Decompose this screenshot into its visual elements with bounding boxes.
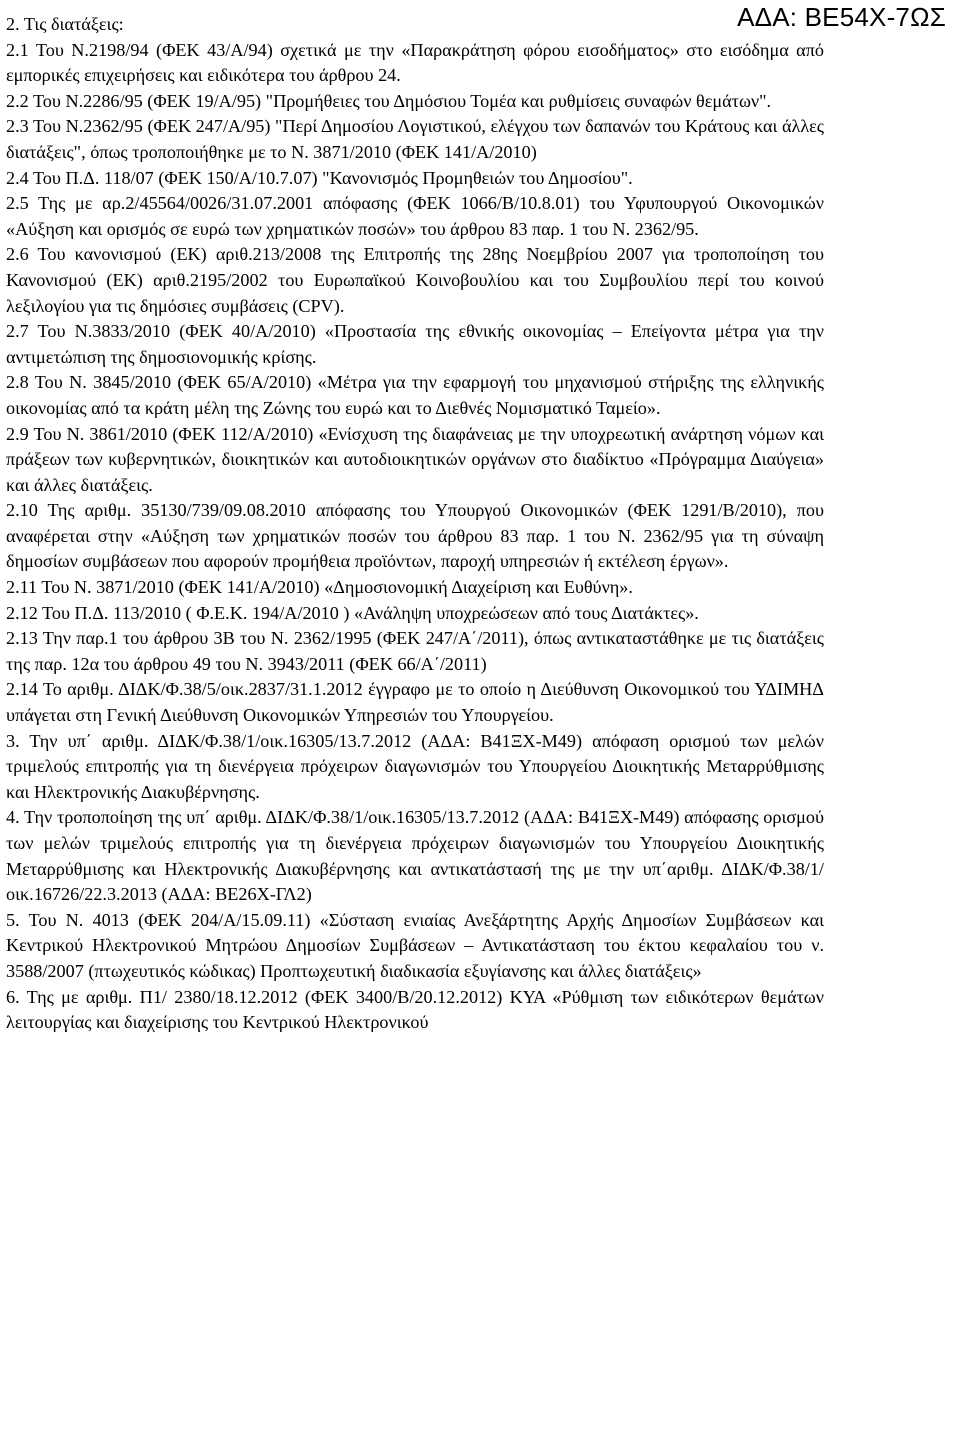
ada-code: ΑΔΑ: ΒΕ54Χ-7ΩΣ bbox=[737, 2, 946, 32]
paragraph-2-9: 2.9 Του Ν. 3861/2010 (ΦΕΚ 112/Α/2010) «Ενίσχυση της διαφάνειας με την υποχρεωτική ανάρτηση νόμων και πράξεων των κυβερνητικών, διοικητικών και αυτοδιοικητικών οργάνων στο διαδίκτυο «Πρόγραμμα Διαύγεια» και άλλες διατάξεις. bbox=[6, 423, 824, 495]
document-body bbox=[6, 12, 824, 1036]
paragraph-2-8: 2.8 Του Ν. 3845/2010 (ΦΕΚ 65/Α/2010) «Μέτρα για την εφαρμογή του μηχανισμού στήριξης της ελληνικής οικονομίας από τα κράτη μέλη της Ζώνης του ευρώ και το Διεθνές Νομισματικό Ταμείο». bbox=[6, 372, 824, 418]
paragraph-2-4: 2.4 Του Π.Δ. 118/07 (ΦΕΚ 150/Α/10.7.07) "Κανονισμός Προμηθειών του Δημοσίου". bbox=[6, 167, 633, 188]
paragraph-2-2: 2.2 Του Ν.2286/95 (ΦΕΚ 19/Α/95) "Προμήθειες του Δημόσιου Τομέα και ρυθμίσεις συναφών θεμάτων". bbox=[6, 90, 772, 111]
paragraph-2-5: 2.5 Της με αρ.2/45564/0026/31.07.2001 απόφασης (ΦΕΚ 1066/Β/10.8.01) του Υφυπουργού Οικονομικών «Αύξηση και ορισμός σε ευρώ των χρηματικών ποσών» του άρθρου 83 παρ. 1 του Ν. 2362/95. bbox=[6, 193, 824, 239]
paragraph-2-6: 2.6 Του κανονισμού (ΕΚ) αριθ.213/2008 της Επιτροπής της 28ης Νοεμβρίου 2007 για τροποποίηση του Κανονισμού (ΕΚ) αριθ.2195/2002 του Ευρωπαϊκού Κοινοβουλίου και του Συμβουλίου περί του κοινού λεξιλογίου για τις δημόσιες συμβάσεις (CPV). bbox=[6, 244, 824, 316]
paragraph-2-11: 2.11 Του Ν. 3871/2010 (ΦΕΚ 141/Α/2010) «Δημοσιονομική Διαχείριση και Ευθύνη». bbox=[6, 577, 633, 598]
paragraph-6: 6. Της με αριθμ. Π1/ 2380/18.12.2012 (ΦΕΚ 3400/Β/20.12.2012) ΚΥΑ «Ρύθμιση των ειδικότερων θεμάτων λειτουργίας και διαχείρισης του Κεντρικού Ηλεκτρονικού bbox=[6, 986, 824, 1033]
paragraph-5: 5. Του Ν. 4013 (ΦΕΚ 204/Α/15.09.11) «Σύσταση ενιαίας Ανεξάρτητης Αρχής Δημοσίων Συμβάσεων και Κεντρικού Ηλεκτρονικού Μητρώου Δημοσίων Συμβάσεων – Αντικατάσταση του έκτου κεφαλαίου του ν. 3588/2007 (πτωχευτικός κώδικας) Προπτωχευτική διαδικασία εξυγίανσης και άλλες διατάξεις» bbox=[6, 909, 824, 981]
paragraph-2-12: 2.12 Του Π.Δ. 113/2010 ( Φ.Ε.Κ. 194/Α/2010 ) «Ανάληψη υποχρεώσεων από τους Διατάκτες». bbox=[6, 602, 699, 623]
paragraph-3: 3. Την υπ΄ αριθμ. ΔΙΔΚ/Φ.38/1/οικ.16305/13.7.2012 (ΑΔΑ: Β41ΞΧ-Μ49) απόφαση ορισμού των μελών τριμελούς επιτροπής για τη διενέργεια πρόχειρων διαγωνισμών του Υπουργείου Διοικητικής Μεταρρύθμισης και Ηλεκτρονικής Διακυβέρνησης. bbox=[6, 730, 824, 802]
paragraph-2-3: 2.3 Του Ν.2362/95 (ΦΕΚ 247/Α/95) "Περί Δημοσίου Λογιστικού, ελέγχου των δαπανών του Κράτους και άλλες διατάξεις", όπως τροποποιήθηκε με το Ν. 3871/2010 (ΦΕΚ 141/Α/2010) bbox=[6, 116, 824, 162]
paragraph-2-10: 2.10 Της αριθμ. 35130/739/09.08.2010 απόφασης του Υπουργού Οικονομικών (ΦΕΚ 1291/Β/2010), που αναφέρεται στην «Αύξηση των χρηματικών ποσών του άρθρου 83 παρ. 1 του Ν. 2362/95 για τη σύναψη δημοσίων συμβάσεων που αφορούν προμήθεια προϊόντων, παροχή υπηρεσιών ή εκτέλεση έργων». bbox=[6, 500, 824, 572]
paragraph-4: 4. Την τροποποίηση της υπ΄ αριθμ. ΔΙΔΚ/Φ.38/1/οικ.16305/13.7.2012 (ΑΔΑ: Β41ΞΧ-Μ49) απόφασης ορισμού των μελών τριμελούς επιτροπής για τη διενέργεια πρόχειρων διαγωνισμών του Υπουργείου Διοικητικής Μεταρρύθμισης και Ηλεκτρονικής Διακυβέρνησης και αντικατάστασή της με την υπ΄αριθμ. ΔΙΔΚ/Φ.38/1/οικ.16726/22.3.2013 (ΑΔΑ: ΒΕ26Χ-ΓΛ2) bbox=[6, 807, 824, 905]
paragraph-2-1: 2.1 Του Ν.2198/94 (ΦΕΚ 43/Α/94) σχετικά με την «Παρακράτηση φόρου εισοδήματος» στο εισόδημα από εμπορικές επιχειρήσεις και ειδικότερα του άρθρου 24. bbox=[6, 39, 824, 86]
paragraph-2-7: 2.7 Του Ν.3833/2010 (ΦΕΚ 40/Α/2010) «Προστασία της εθνικής οικονομίας – Επείγοντα μέτρα για την αντιμετώπιση της δημοσιονομικής κρίσης. bbox=[6, 321, 824, 367]
paragraph-2-14: 2.14 Το αριθμ. ΔΙΔΚ/Φ.38/5/οικ.2837/31.1.2012 έγγραφο με το οποίο η Διεύθυνση Οικονομικού του ΥΔΙΜΗΔ υπάγεται στη Γενική Διεύθυνση Οικονομικών Υπηρεσιών του Υπουργείου. bbox=[6, 679, 824, 726]
paragraph-2-13: 2.13 Την παρ.1 του άρθρου 3Β του Ν. 2362/1995 (ΦΕΚ 247/Α΄/2011), όπως αντικαταστάθηκε με τις διατάξεις της παρ. 12α του άρθρου 49 του Ν. 3943/2011 (ΦΕΚ 66/Α΄/2011) bbox=[6, 628, 824, 674]
paragraph-2-heading: 2. Τις διατάξεις: bbox=[6, 14, 124, 34]
